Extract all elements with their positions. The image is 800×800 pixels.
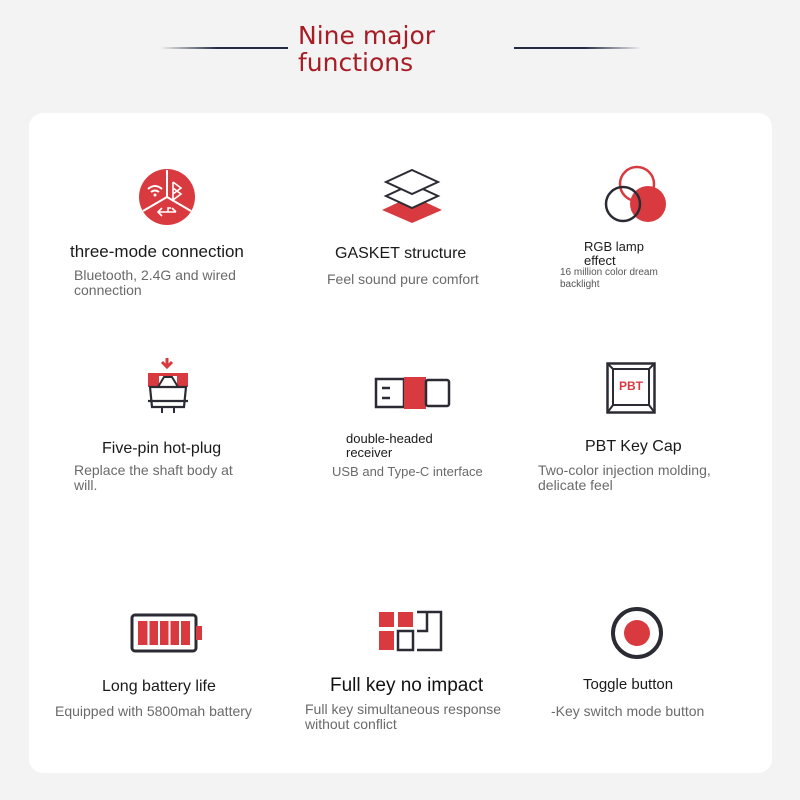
battery-icon (130, 613, 204, 653)
title-divider-right (514, 47, 642, 49)
switch-icon (140, 357, 196, 417)
keycap-label: PBT (619, 379, 643, 393)
feature-name: PBT Key Cap (585, 438, 682, 455)
page-title: Nine major functions (298, 21, 436, 77)
feature-name: GASKET structure (335, 245, 467, 262)
three-mode-connection-icon (138, 168, 196, 226)
feature-desc: 16 million color dream backlight (560, 267, 658, 290)
keycap-icon (606, 362, 656, 414)
layers-icon (380, 164, 444, 224)
header (0, 0, 800, 100)
feature-name: RGB lamp effect (584, 239, 644, 268)
rgb-circles-icon (600, 162, 672, 226)
feature-desc: USB and Type-C interface (332, 464, 483, 479)
feature-desc: Full key simultaneous response without conflict (305, 701, 502, 732)
feature-name: Toggle button (583, 676, 674, 693)
feature-desc: Feel sound pure comfort (327, 271, 479, 287)
toggle-button-icon (610, 606, 664, 660)
feature-desc: Two-color injection molding, delicate feel (538, 462, 711, 493)
feature-desc: -Key switch mode button (551, 703, 705, 719)
feature-name: Five-pin hot-plug (102, 440, 222, 457)
title-divider-left (160, 47, 288, 49)
feature-name: Full key no impact (330, 675, 484, 696)
full-key-icon (377, 610, 443, 652)
feature-desc: Bluetooth, 2.4G and wired connection (74, 267, 236, 298)
feature-name: three-mode connection (70, 242, 244, 261)
feature-name: Long battery life (102, 678, 216, 695)
usb-receiver-icon (374, 374, 452, 412)
feature-name: double-headed receiver (346, 431, 433, 460)
feature-desc: Replace the shaft body at will. (74, 462, 233, 493)
feature-desc: Equipped with 5800mah battery (55, 703, 252, 719)
